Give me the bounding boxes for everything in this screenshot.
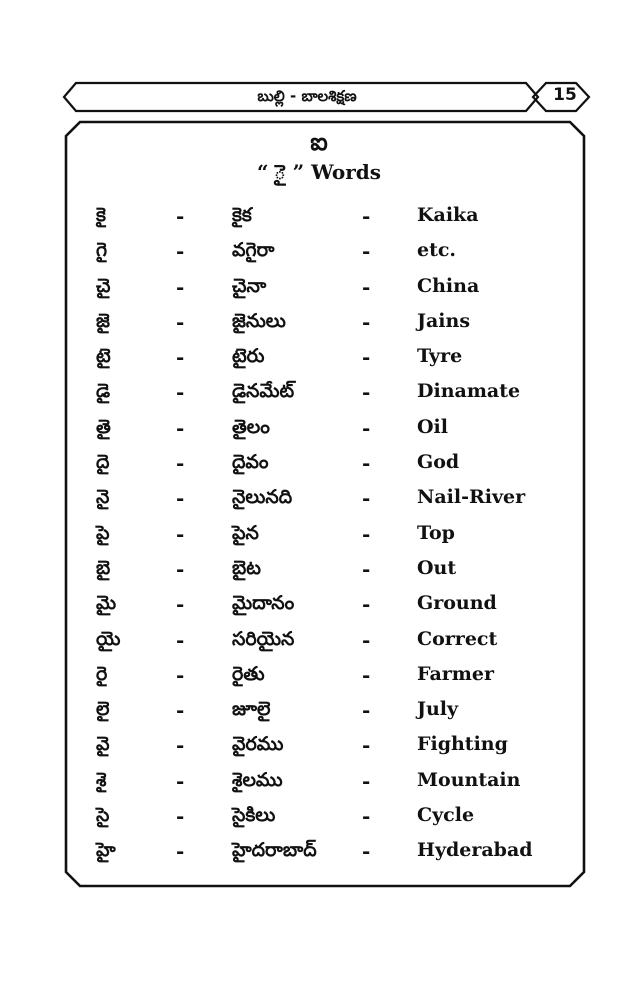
english-meaning: Dinamate xyxy=(417,380,521,403)
english-meaning: Jains xyxy=(417,309,471,332)
separator-dash: - xyxy=(176,556,185,581)
separator-dash: - xyxy=(362,309,371,334)
english-meaning: etc. xyxy=(417,239,457,262)
english-meaning: Correct xyxy=(417,627,498,650)
list-item xyxy=(0,729,638,764)
english-meaning: Ground xyxy=(417,592,497,615)
english-meaning: China xyxy=(417,274,480,297)
separator-dash: - xyxy=(176,415,185,440)
list-item xyxy=(0,624,638,659)
separator-dash: - xyxy=(176,274,185,299)
separator-dash: - xyxy=(362,380,371,405)
separator-dash: - xyxy=(362,204,371,228)
separator-dash: - xyxy=(176,345,185,370)
telugu-word: బైట xyxy=(232,556,261,579)
list-item xyxy=(0,306,638,341)
english-meaning: Out xyxy=(417,556,457,579)
english-meaning: Tyre xyxy=(417,345,463,368)
book-title: బుల్లి - బాలశిక్షణ xyxy=(257,87,357,105)
telugu-word: పైన xyxy=(232,521,259,544)
list-item xyxy=(0,341,638,376)
telugu-word: కైక xyxy=(232,204,252,226)
syllable: బై xyxy=(96,556,111,579)
separator-dash: - xyxy=(362,662,371,687)
page-header xyxy=(62,80,592,114)
separator-dash: - xyxy=(176,592,185,617)
english-meaning: July xyxy=(417,698,459,721)
list-item xyxy=(0,518,638,553)
list-item xyxy=(0,447,638,482)
separator-dash: - xyxy=(362,556,371,581)
separator-dash: - xyxy=(362,804,371,829)
syllable: టై xyxy=(96,345,111,368)
separator-dash: - xyxy=(176,204,185,228)
english-meaning: Hyderabad xyxy=(417,839,533,862)
syllable: రై xyxy=(96,662,108,685)
telugu-word: శైలము xyxy=(232,768,283,791)
separator-dash: - xyxy=(362,486,371,511)
syllable: పై xyxy=(96,521,110,544)
english-meaning: Mountain xyxy=(417,768,521,791)
telugu-word: సరియైన xyxy=(232,627,295,650)
syllable: చై xyxy=(96,274,111,297)
separator-dash: - xyxy=(362,415,371,440)
syllable: గై xyxy=(96,239,108,262)
syllable: సై xyxy=(96,804,110,827)
syllable: హై xyxy=(96,839,116,862)
separator-dash: - xyxy=(176,486,185,511)
separator-dash: - xyxy=(176,698,185,723)
english-meaning: Oil xyxy=(417,415,448,438)
list-item xyxy=(0,376,638,411)
separator-dash: - xyxy=(362,733,371,758)
separator-dash: - xyxy=(176,309,185,334)
separator-dash: - xyxy=(362,451,371,476)
separator-dash: - xyxy=(176,733,185,758)
syllable: మై xyxy=(96,592,117,615)
syllable: తై xyxy=(96,415,111,438)
list-item xyxy=(0,694,638,729)
page-number: 15 xyxy=(553,85,577,105)
word-list xyxy=(0,200,638,871)
separator-dash: - xyxy=(176,380,185,405)
list-item xyxy=(0,412,638,447)
english-meaning: Cycle xyxy=(417,804,475,827)
syllable: యై xyxy=(96,627,121,650)
english-meaning: Nail-River xyxy=(417,486,526,509)
separator-dash: - xyxy=(176,662,185,687)
telugu-word: డైనమేట్ xyxy=(232,380,295,403)
separator-dash: - xyxy=(362,274,371,299)
telugu-word: టైరు xyxy=(232,345,265,368)
separator-dash: - xyxy=(176,239,185,264)
syllable: కై xyxy=(96,204,106,226)
separator-dash: - xyxy=(362,239,371,264)
telugu-word: రైతు xyxy=(232,662,265,685)
separator-dash: - xyxy=(362,627,371,652)
separator-dash: - xyxy=(176,521,185,546)
list-item xyxy=(0,553,638,588)
syllable: దై xyxy=(96,451,110,474)
section-subtitle: “ ై ” Words xyxy=(256,160,382,184)
english-meaning: Farmer xyxy=(417,662,494,685)
syllable: నై xyxy=(96,486,110,509)
telugu-word: వగైరా xyxy=(232,239,275,262)
separator-dash: - xyxy=(362,698,371,723)
english-meaning: God xyxy=(417,451,460,474)
list-item xyxy=(0,765,638,800)
syllable: జై xyxy=(96,309,110,332)
separator-dash: - xyxy=(362,521,371,546)
separator-dash: - xyxy=(176,627,185,652)
list-item xyxy=(0,235,638,270)
telugu-word: చైనా xyxy=(232,274,267,297)
telugu-word: తైలం xyxy=(232,415,270,438)
telugu-word: దైవం xyxy=(232,451,269,474)
telugu-word: సైకిలు xyxy=(232,804,276,827)
separator-dash: - xyxy=(176,804,185,829)
list-item xyxy=(0,800,638,835)
telugu-word: జూలై xyxy=(232,698,271,721)
list-item xyxy=(0,659,638,694)
list-item xyxy=(0,588,638,623)
separator-dash: - xyxy=(362,768,371,793)
separator-dash: - xyxy=(176,768,185,793)
list-item xyxy=(0,271,638,306)
separator-dash: - xyxy=(176,839,185,864)
english-meaning: Fighting xyxy=(417,733,508,756)
telugu-word: హైదరాబాద్ xyxy=(232,839,317,862)
list-item xyxy=(0,835,638,870)
syllable: లై xyxy=(96,698,110,721)
list-item xyxy=(0,200,638,235)
telugu-word: వైరము xyxy=(232,733,284,756)
english-meaning: Top xyxy=(417,521,455,544)
separator-dash: - xyxy=(362,839,371,864)
syllable: డై xyxy=(96,380,111,403)
separator-dash: - xyxy=(176,451,185,476)
telugu-word: నైలునది xyxy=(232,486,293,509)
telugu-word: జైనులు xyxy=(232,309,286,332)
vowel-letter: ఐ xyxy=(310,128,328,156)
syllable: శై xyxy=(96,768,107,791)
telugu-word: మైదానం xyxy=(232,592,295,615)
separator-dash: - xyxy=(362,592,371,617)
separator-dash: - xyxy=(362,345,371,370)
english-meaning: Kaika xyxy=(417,204,479,226)
syllable: వై xyxy=(96,733,110,756)
list-item xyxy=(0,482,638,517)
